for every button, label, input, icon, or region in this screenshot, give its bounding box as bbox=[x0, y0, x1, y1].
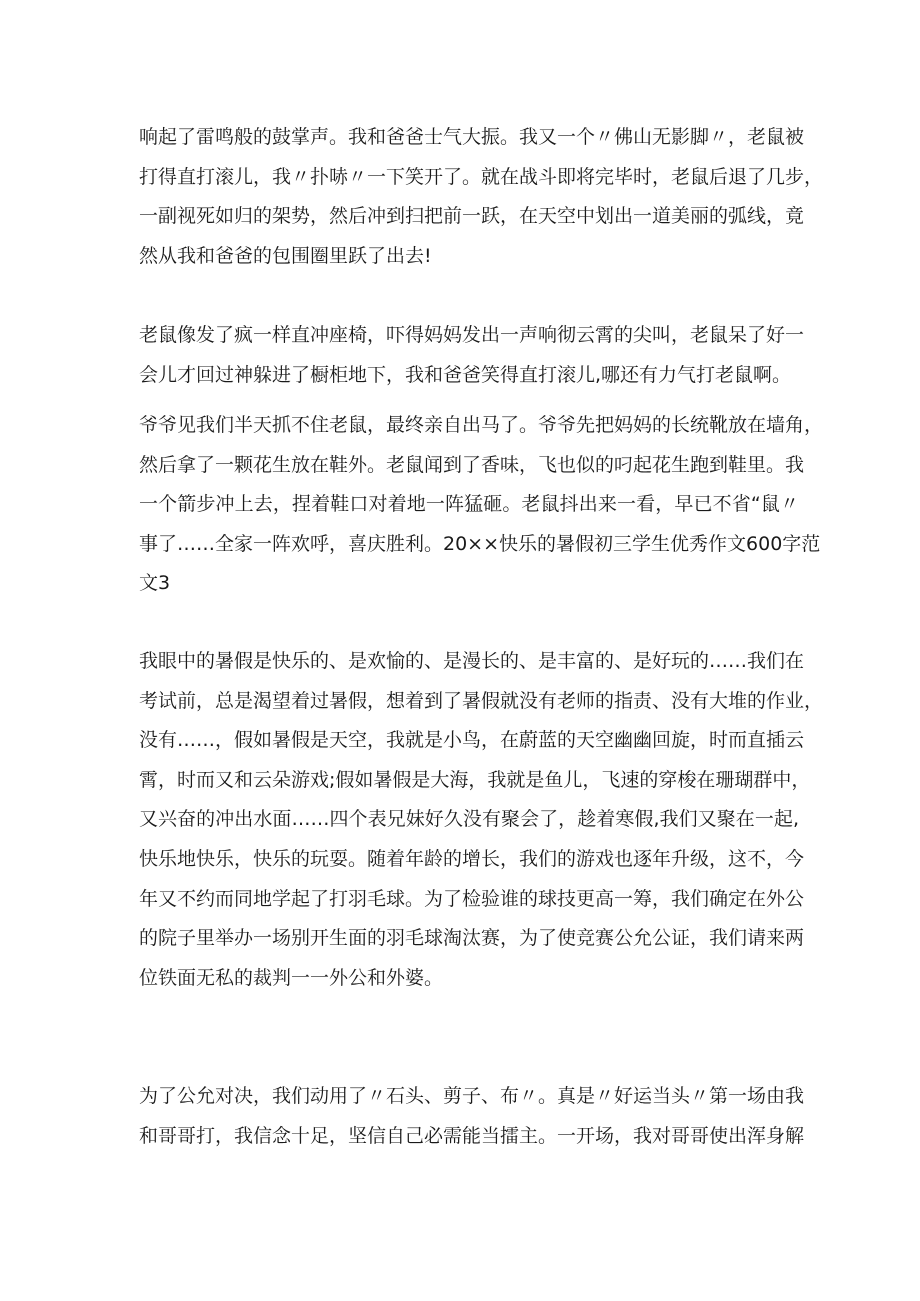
text-line: 为了公允对决，我们动用了〃石头、剪子、布〃。真是〃好运当头〃第一场由我 bbox=[139, 1085, 805, 1107]
text-line: 没有……，假如暑假是天空，我就是小鸟，在蔚蓝的天空幽幽回旋，时而直插云 bbox=[139, 729, 805, 752]
paragraph-3 bbox=[139, 406, 824, 604]
text-line: 一个箭步冲上去，捏着鞋口对着地一阵猛砸。老鼠抖出来一看，早已不省“鼠〃 bbox=[139, 493, 799, 516]
paragraph-1 bbox=[139, 118, 824, 276]
text-line: 老鼠像发了疯一样直冲座椅，吓得妈妈发出一声响彻云霄的尖叫，老鼠呆了好一 bbox=[139, 324, 805, 346]
text-line: 位铁面无私的裁判一一外公和外婆。 bbox=[139, 966, 444, 989]
text-line: 响起了雷鸣般的鼓掌声。我和爸爸士气大振。我又一个〃佛山无影脚〃，老鼠被 bbox=[139, 126, 805, 148]
text-line: 和哥哥打，我信念十足，坚信自己必需能当擂主。一开场，我对哥哥使出浑身解 bbox=[139, 1124, 805, 1147]
text-line: 爷爷见我们半天抓不住老鼠，最终亲自出马了。爷爷先把妈妈的长统靴放在墙角， bbox=[139, 414, 824, 436]
text-line: 快乐地快乐，快乐的玩耍。随着年龄的增长，我们的游戏也逐年升级，这不，今 bbox=[139, 847, 805, 870]
text-line: 的院子里举办一场别开生面的羽毛球淘汰赛，为了使竞赛公允公证，我们请来两 bbox=[139, 927, 805, 950]
text-line: 一副视死如归的架势，然后冲到扫把前一跃，在天空中划出一道美丽的弧线，竟 bbox=[139, 205, 805, 228]
text-line: 考试前，总是渴望着过暑假，想着到了暑假就没有老师的指责、没有大堆的作业， bbox=[139, 689, 824, 712]
text-line: 霄，时而又和云朵游戏;假如暑假是大海，我就是鱼儿，飞速的穿梭在珊瑚群中， bbox=[139, 768, 811, 791]
text-line: 年又不约而同地学起了打羽毛球。为了检验谁的球技更高一筹，我们确定在外公 bbox=[139, 887, 805, 910]
text-line: 事了……全家一阵欢呼，喜庆胜利。20××快乐的暑假初三学生优秀作文600字范 bbox=[139, 532, 821, 555]
text-line: 打得直打滚儿，我〃扑哧〃一下笑开了。就在战斗即将完毕时，老鼠后退了几步， bbox=[139, 165, 824, 188]
text-line: 又兴奋的冲出水面……四个表兄妹好久没有聚会了，趁着寒假,我们又聚在一起, bbox=[139, 808, 799, 831]
text-line: 会儿才回过神躲进了橱柜地下，我和爸爸笑得直打滚儿,哪还有力气打老鼠啊。 bbox=[139, 363, 792, 386]
text-line: 我眼中的暑假是快乐的、是欢愉的、是漫长的、是丰富的、是好玩的……我们在 bbox=[139, 650, 805, 672]
paragraph-2 bbox=[139, 316, 805, 395]
paragraph-5 bbox=[139, 1077, 805, 1156]
text-line: 然从我和爸爸的包围圈里跃了出去! bbox=[139, 244, 432, 267]
text-line: 然后拿了一颗花生放在鞋外。老鼠闻到了香味，飞也似的叼起花生跑到鞋里。我 bbox=[139, 453, 805, 476]
text-line: 文3 bbox=[139, 572, 171, 595]
paragraph-4 bbox=[139, 642, 824, 998]
